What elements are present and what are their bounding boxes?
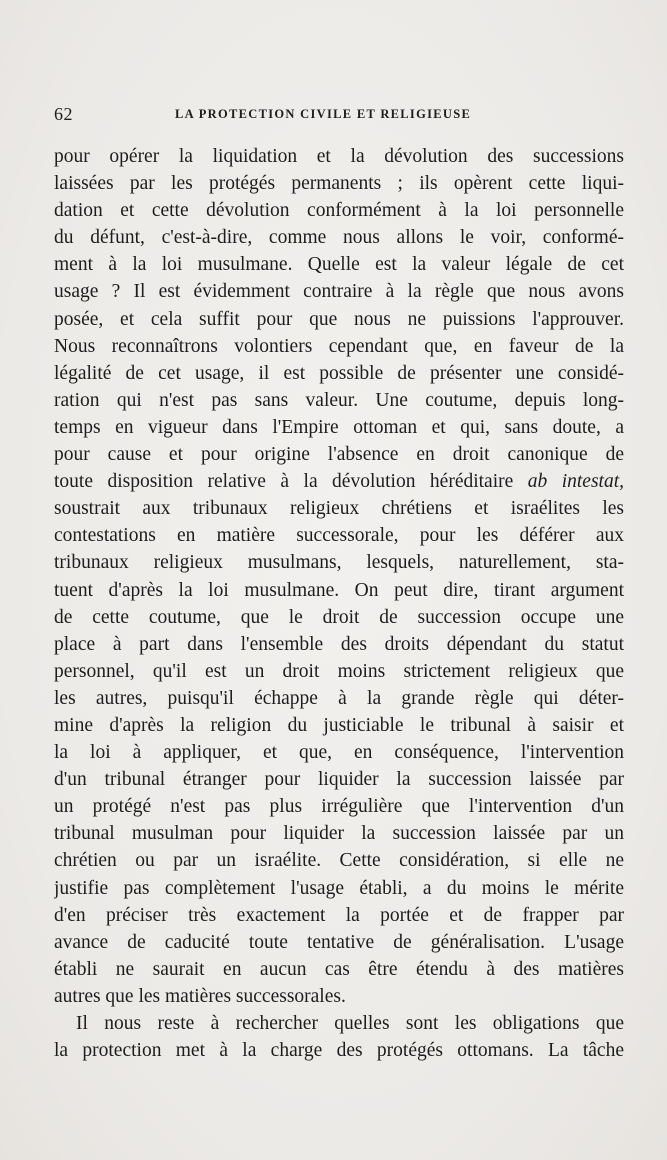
text-line: la protection met à la charge des protégés ottomans. La tâche: [54, 1040, 624, 1062]
text-line: place à part dans l'ensemble des droits dépendant du statut: [54, 633, 624, 655]
text-line: du défunt, c'est-à-dire, comme nous allons le voir, conformé-: [54, 227, 624, 249]
page-number: 62: [54, 104, 73, 124]
text-line: usage ? Il est évidemment contraire à la règle que nous avons: [54, 281, 624, 303]
body-text: [54, 143, 624, 1064]
italic-phrase: ab intestat,: [527, 471, 624, 493]
text-line: avance de caducité toute tentative de généralisation. L'usage: [54, 931, 624, 953]
text-line: contestations en matière successorale, pour les déférer aux: [54, 525, 624, 547]
text-line: Nous reconnaîtrons volontiers cependant que, en faveur de la: [54, 335, 624, 357]
text-line: personnel, qu'il est un droit moins strictement religieux que: [54, 660, 624, 682]
text-line: légalité de cet usage, il est possible de présenter une considé-: [54, 362, 624, 384]
text-line: temps en vigueur dans l'Empire ottoman et qui, sans doute, a: [54, 416, 624, 438]
text-line: ration qui n'est pas sans valeur. Une coutume, depuis long-: [54, 389, 624, 411]
running-title: LA PROTECTION CIVILE ET RELIGIEUSE: [175, 107, 472, 121]
paragraph-end-line: autres que les matières successorales.: [54, 985, 346, 1007]
text-line: mine d'après la religion du justiciable le tribunal à saisir et: [54, 714, 624, 736]
text-line: soustrait aux tribunaux religieux chrétiens et israélites les: [54, 498, 624, 520]
text-line: laissées par les protégés permanents ; ils opèrent cette liqui-: [54, 173, 624, 195]
text-line: pour opérer la liquidation et la dévolution des successions: [54, 146, 624, 167]
text-line: chrétien ou par un israélite. Cette considération, si elle ne: [54, 850, 624, 872]
text-line-with-italic: [54, 468, 624, 495]
text-line: dation et cette dévolution conformément à la loi personnelle: [54, 200, 624, 222]
paragraph-start-line: Il nous reste à rechercher quelles sont les obligations que: [76, 1013, 624, 1034]
text-line: justifie pas complètement l'usage établi, a du moins le mérite: [54, 877, 624, 899]
text-line: ment à la loi musulmane. Quelle est la valeur légale de cet: [54, 254, 624, 276]
text-line: tribunaux religieux musulmans, lesquels, naturellement, sta-: [54, 552, 624, 574]
text-line: établi ne saurait en aucun cas être étendu à des matières: [54, 958, 624, 980]
text-line: un protégé n'est pas plus irrégulière que l'intervention d'un: [54, 796, 624, 818]
text-line: la loi à appliquer, et que, en conséquence, l'intervention: [54, 742, 624, 764]
text-line: pour cause et pour origine l'absence en droit canonique de: [54, 444, 624, 466]
text-line: d'un tribunal étranger pour liquider la succession laissée par: [54, 769, 624, 791]
page-header: [54, 104, 624, 130]
text-line: posée, et cela suffit pour que nous ne puissions l'approuver.: [54, 308, 624, 330]
text-line: de cette coutume, que le droit de succession occupe une: [54, 606, 624, 628]
text-line: d'en préciser très exactement la portée et de frapper par: [54, 904, 624, 926]
text-line: les autres, puisqu'il échappe à la grande règle qui déter-: [54, 687, 624, 709]
text-line: tuent d'après la loi musulmane. On peut dire, tirant argument: [54, 579, 624, 601]
text-line-segment: toute disposition relative à la dévolution héréditaire: [54, 471, 514, 493]
text-line: tribunal musulman pour liquider la succession laissée par un: [54, 823, 624, 845]
